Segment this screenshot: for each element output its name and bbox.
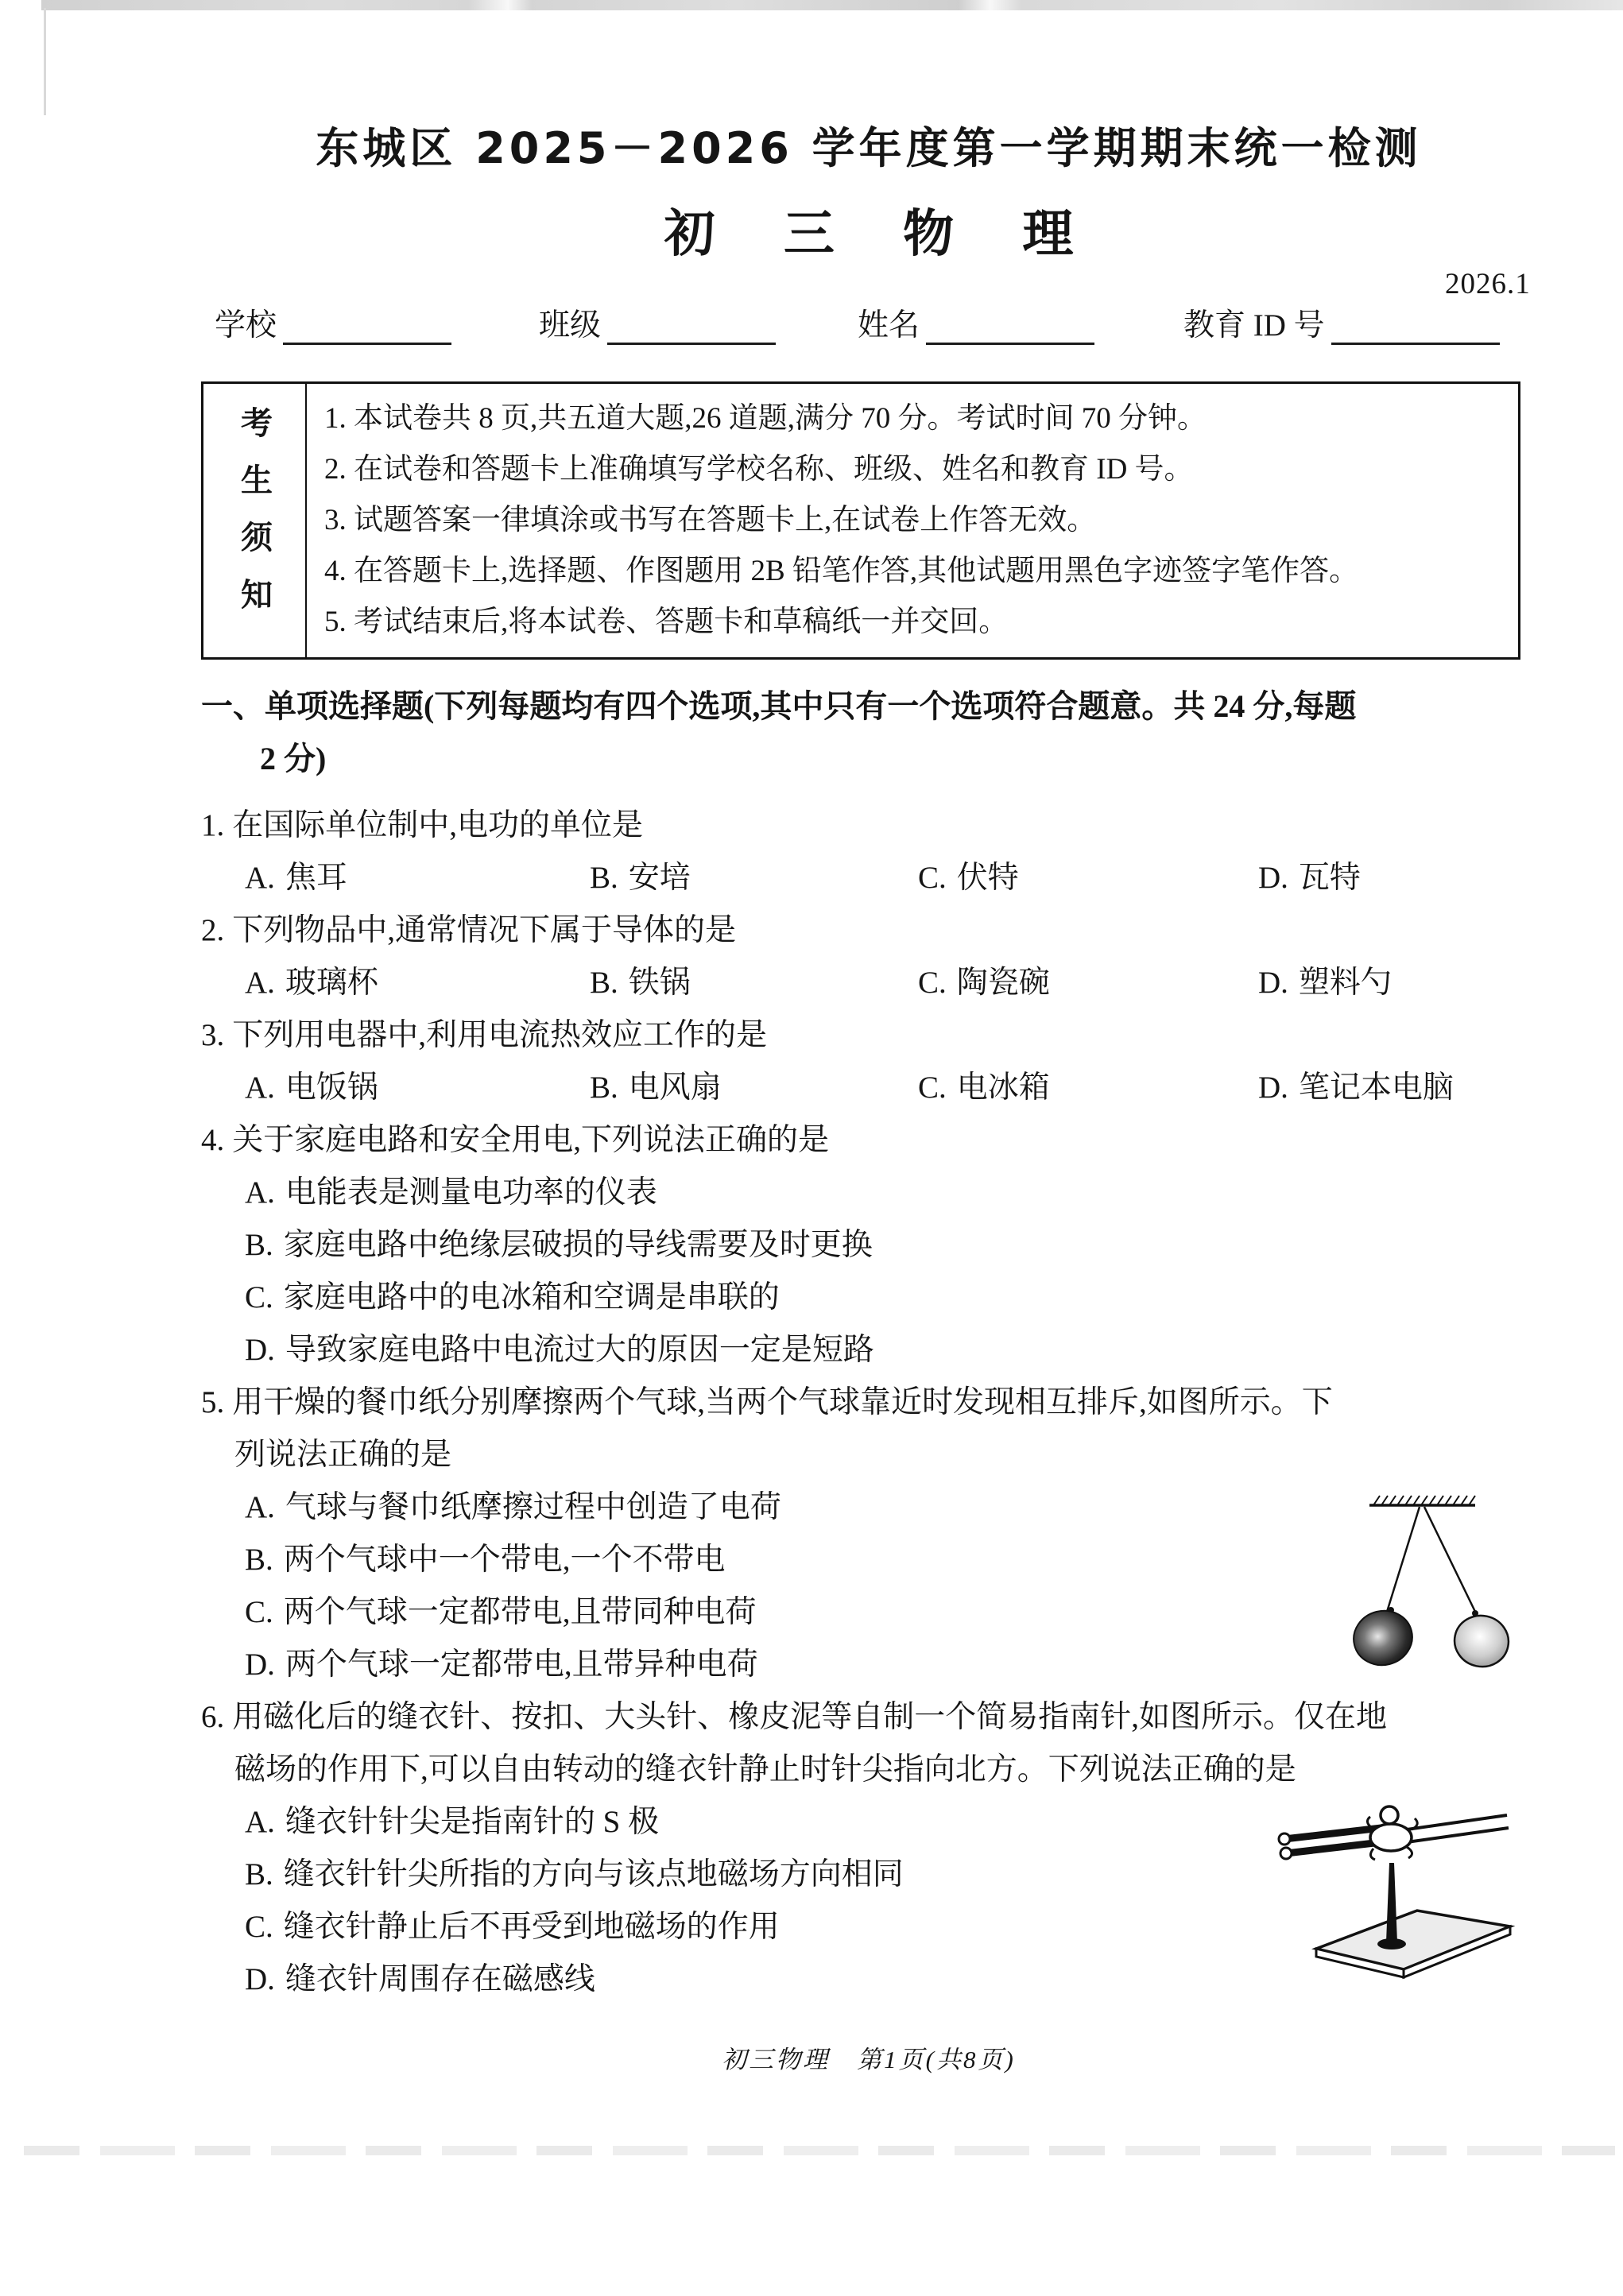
edu-id-blank-line (1331, 331, 1500, 345)
balloons-repelling-figure (1326, 1475, 1532, 1674)
option-b: B. 缝衣针针尖所指的方向与该点地磁场方向相同 (245, 1857, 904, 1891)
homemade-compass-figure (1270, 1790, 1516, 2016)
balloon-right (1450, 1610, 1513, 1671)
question-number: 6. (201, 1700, 225, 1734)
question-stem: 关于家庭电路和安全用电,下列说法正确的是 (232, 1123, 830, 1157)
section-heading-line1: 一、单项选择题(下列每题均有四个选项,其中只有一个选项符合题意。共 24 分,每题 (201, 688, 1357, 724)
question-number: 4. (201, 1123, 225, 1157)
question-number: 2. (201, 913, 225, 947)
option-d: D. 缝衣针周围存在磁感线 (245, 1962, 595, 1996)
exam-title: 东城区 2025－2026 学年度第一学期期末统一检测 (316, 123, 1422, 173)
question-2 (201, 904, 1536, 1009)
notice-side-label: 考生须知 (203, 384, 307, 657)
page-footer: 初三物理 第1页(共8页) (722, 2046, 1016, 2073)
section-heading-line2: 2 分) (260, 741, 327, 776)
option-d: D. 瓦特 (1258, 861, 1361, 895)
scan-artifact-bottom-strip (24, 2146, 1615, 2155)
option-c: C. 陶瓷碗 (918, 966, 1050, 1000)
class-label: 班级 (539, 308, 602, 343)
balloon-strings (1387, 1507, 1477, 1615)
balloon-left (1348, 1605, 1418, 1671)
notice-item: 2. 在试卷和答题卡上准确填写学校名称、班级、姓名和教育 ID 号。 (324, 453, 1194, 486)
option-c: C. 家庭电路中的电冰箱和空调是串联的 (245, 1280, 780, 1314)
question-stem-line2: 磁场的作用下,可以自由转动的缝衣针静止时针尖指向北方。下列说法正确的是 (234, 1752, 1296, 1787)
option-c: C. 两个气球一定都带电,且带同种电荷 (245, 1595, 757, 1629)
notice-item: 5. 考试结束后,将本试卷、答题卡和草稿纸一并交回。 (324, 606, 1009, 638)
question-stem-line2: 列说法正确的是 (234, 1438, 452, 1472)
option-b: B. 铁锅 (590, 966, 691, 1000)
question-stem: 下列用电器中,利用电流热效应工作的是 (232, 1018, 768, 1052)
option-a: A. 玻璃杯 (245, 966, 378, 1000)
school-field (215, 300, 451, 345)
option-b: B. 家庭电路中绝缘层破损的导线需要及时更换 (245, 1228, 873, 1262)
option-d: D. 塑料勺 (1258, 966, 1392, 1000)
option-a: A. 缝衣针针尖是指南针的 S 极 (245, 1805, 660, 1839)
scan-artifact-left-line (44, 8, 46, 115)
option-a: A. 电能表是测量电功率的仪表 (245, 1175, 657, 1210)
student-info-row (201, 300, 1536, 359)
question-stem: 在国际单位制中,电功的单位是 (232, 808, 644, 842)
school-blank-line (283, 331, 451, 345)
question-stem-line1: 用干燥的餐巾纸分别摩擦两个气球,当两个气球靠近时发现相互排斥,如图所示。下 (232, 1385, 1333, 1419)
edu-id-label: 教育 ID 号 (1183, 308, 1325, 343)
option-a: A. 气球与餐巾纸摩擦过程中创造了电荷 (245, 1490, 781, 1524)
hatched-ceiling-icon (1369, 1496, 1475, 1505)
question-1 (201, 800, 1536, 904)
candidate-notice-box (201, 381, 1520, 660)
school-label: 学校 (215, 308, 277, 343)
question-4 (201, 1114, 1536, 1376)
question-number: 3. (201, 1018, 225, 1052)
option-a: A. 电饭锅 (245, 1071, 378, 1105)
question-stem-line1: 用磁化后的缝衣针、按扣、大头针、橡皮泥等自制一个简易指南针,如图所示。仅在地 (232, 1700, 1388, 1734)
option-a: A. 焦耳 (245, 861, 347, 895)
option-d: D. 两个气球一定都带电,且带异种电荷 (245, 1647, 758, 1682)
compass-needle-assembly (1279, 1806, 1509, 1860)
notice-items (307, 384, 1518, 657)
option-c: C. 伏特 (918, 861, 1019, 895)
option-b: B. 两个气球中一个带电,一个不带电 (245, 1543, 726, 1577)
notice-item: 3. 试题答案一律填涂或书写在答题卡上,在试卷上作答无效。 (324, 504, 1097, 536)
notice-item: 1. 本试卷共 8 页,共五道大题,26 道题,满分 70 分。考试时间 70 分钟。 (324, 402, 1207, 435)
name-blank-line (926, 331, 1094, 345)
edu-id-field (1183, 300, 1500, 345)
compass-base-plate (1316, 1911, 1510, 1977)
option-c: C. 缝衣针静止后不再受到地磁场的作用 (245, 1910, 780, 1944)
option-b: B. 安培 (590, 861, 691, 895)
notice-item: 4. 在答题卡上,选择题、作图题用 2B 铅笔作答,其他试题用黑色字迹签字笔作答。 (324, 555, 1359, 587)
question-number: 1. (201, 808, 225, 842)
class-field (539, 300, 776, 345)
name-field (858, 300, 1094, 345)
class-blank-line (607, 331, 776, 345)
section-one-heading (201, 680, 1536, 785)
question-stem: 下列物品中,通常情况下属于导体的是 (232, 913, 737, 947)
exam-date: 2026.1 (1445, 268, 1531, 300)
subject-title: 初 三 物 理 (664, 205, 1099, 264)
option-d: D. 导致家庭电路中电流过大的原因一定是短路 (245, 1333, 874, 1367)
option-d: D. 笔记本电脑 (1258, 1071, 1454, 1105)
question-number: 5. (201, 1385, 225, 1419)
question-3 (201, 1009, 1536, 1114)
option-b: B. 电风扇 (590, 1071, 722, 1105)
option-c: C. 电冰箱 (918, 1071, 1050, 1105)
name-label: 姓名 (858, 308, 920, 343)
